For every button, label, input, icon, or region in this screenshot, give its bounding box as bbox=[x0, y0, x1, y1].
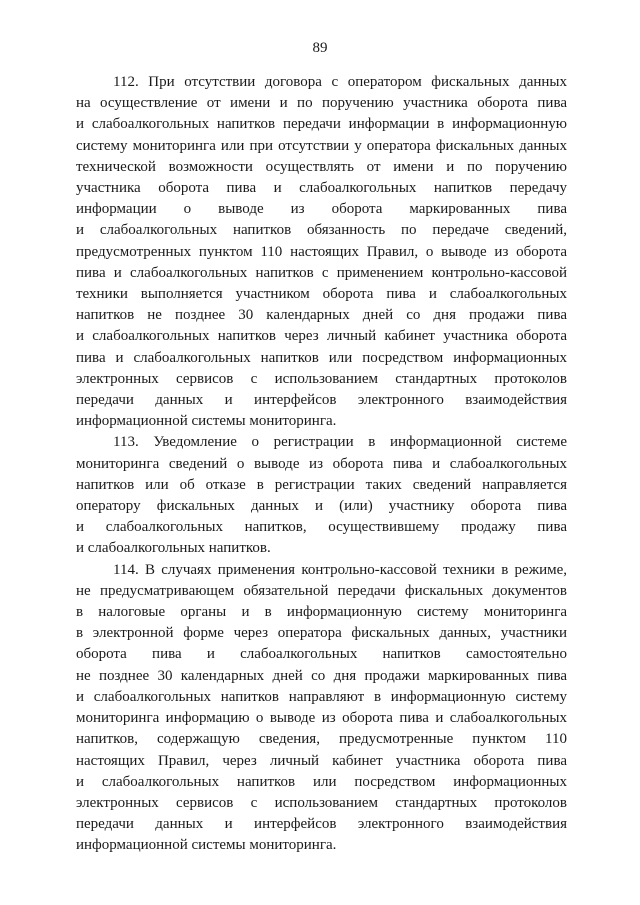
text-line: передачи данных и интерфейсов электронного взаимодействия bbox=[76, 816, 567, 833]
text-line: оператору фискальных данных и (или) участнику оборота пива bbox=[76, 498, 567, 515]
text-line: технической возможности осуществлять от имени и по поручению bbox=[76, 158, 567, 175]
text-line: 112. При отсутствии договора с оператором фискальных данных bbox=[113, 74, 567, 90]
text-line: не позднее 30 календарных дней со дня продажи маркированных пива bbox=[76, 667, 567, 684]
text-line: информационной системы мониторинга. bbox=[76, 837, 337, 854]
text-line: не предусматривающем обязательной передачи фискальных документов bbox=[76, 582, 567, 599]
text-line: оборота пива и слабоалкогольных напитков самостоятельно bbox=[76, 646, 567, 663]
text-line: напитков не позднее 30 календарных дней со дня продажи пива bbox=[76, 307, 567, 324]
text-line: на осуществление от имени и по поручению участника оборота пива bbox=[76, 95, 567, 112]
text-line: электронных сервисов с использованием стандартных протоколов bbox=[76, 370, 567, 387]
text-line: напитков, содержащую сведения, предусмотренные пунктом 110 bbox=[76, 731, 567, 748]
paragraph bbox=[76, 560, 567, 857]
text-line: информации о выводе из оборота маркированных пива bbox=[76, 201, 567, 218]
text-line: 113. Уведомление о регистрации в информационной системе bbox=[113, 434, 567, 451]
text-line: и слабоалкогольных напитков обязанность по передаче сведений, bbox=[76, 222, 567, 239]
text-line: пива и слабоалкогольных напитков с применением контрольно-кассовой bbox=[76, 264, 567, 281]
document-body bbox=[76, 72, 567, 857]
paragraph bbox=[76, 72, 567, 432]
paragraph bbox=[76, 432, 567, 559]
text-line: и слабоалкогольных напитков через личный кабинет участника оборота bbox=[76, 328, 567, 345]
page-number: 89 bbox=[312, 40, 328, 56]
text-line: мониторинга сведений о выводе из оборота пива и слабоалкогольных bbox=[76, 455, 567, 472]
text-line: передачи данных и интерфейсов электронного взаимодействия bbox=[76, 392, 567, 409]
text-line: и слабоалкогольных напитков передачи информации в информационную bbox=[76, 116, 567, 133]
text-line: и слабоалкогольных напитков или посредством информационных bbox=[76, 773, 567, 790]
text-line: в электронной форме через оператора фискальных данных, участники bbox=[76, 625, 567, 642]
text-line: мониторинга информацию о выводе из оборота пива и слабоалкогольных bbox=[76, 710, 567, 727]
text-line: участника оборота пива и слабоалкогольных напитков передачу bbox=[76, 180, 567, 197]
text-line: систему мониторинга или при отсутствии у оператора фискальных данных bbox=[76, 137, 567, 154]
text-line: и слабоалкогольных напитков, осуществившему продажу пива bbox=[76, 519, 567, 536]
text-line: электронных сервисов с использованием стандартных протоколов bbox=[76, 794, 567, 811]
text-line: предусмотренных пунктом 110 настоящих Правил, о выводе из оборота bbox=[76, 243, 567, 260]
text-line: информационной системы мониторинга. bbox=[76, 413, 337, 430]
text-line: напитков или об отказе в регистрации таких сведений направляется bbox=[76, 476, 567, 493]
text-line: в налоговые органы и в информационную систему мониторинга bbox=[76, 604, 567, 621]
text-line: и слабоалкогольных напитков. bbox=[76, 540, 271, 557]
text-line: пива и слабоалкогольных напитков или посредством информационных bbox=[76, 349, 567, 366]
text-line: настоящих Правил, через личный кабинет участника оборота пива bbox=[76, 752, 567, 769]
text-line: и слабоалкогольных напитков направляют в информационную систему bbox=[76, 688, 567, 705]
text-line: техники выполняется участником оборота пива и слабоалкогольных bbox=[76, 286, 567, 303]
text-line: 114. В случаях применения контрольно-кассовой техники в режиме, bbox=[113, 561, 567, 578]
